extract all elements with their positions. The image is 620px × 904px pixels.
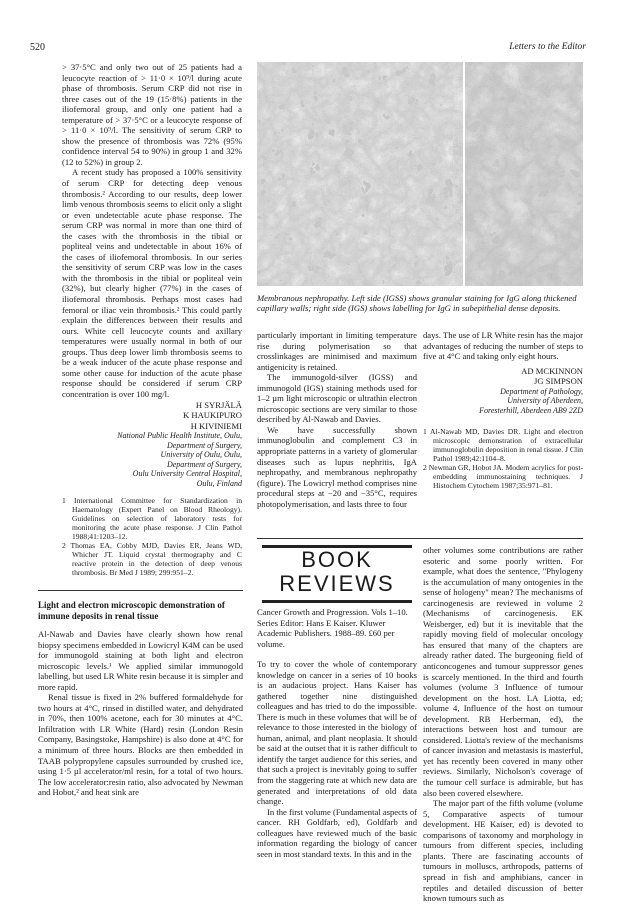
signatory: JG SIMPSON [534, 376, 583, 387]
letter2-signature [423, 366, 583, 416]
letter2-paragraph: days. The use of LR White resin has the major advantages of reducing the number of steps to five at 4°C and taking only eight hours. [423, 330, 583, 362]
review-paragraph: To try to cover the whole of contemporary knowledge on cancer in a series of 10 books is an audacious project. Hans Kaiser has gathered together nine distinguished colleagues and has tried to do the impossible. There is much in these volumes that will be of relevance to those interested in the biology of human, animal, and plant neoplasia. It should be said at the outset that it is rather difficult to identify the target audience for this series, and that such a project is inevitably going to suffer from the staggering rate at which new data are generated and interpretations of old data change. [257, 659, 417, 807]
affiliation-line: Oulu, Finland [196, 478, 242, 488]
letter1-paragraph: A recent study has proposed a 100% sensitivity of serum CRP for detecting deep venous thrombosis.² According to our results, deep lower limb venous thrombosis seems to elicit only a slight or even undetectable acute phase response. The serum CRP was normal in more than one third of the cases with the thrombosis in the tibial or popliteal veins and undetectable in about 16% of the cases of iliofemoral thrombosis. In our series the sensitivity of serum CRP was low in the cases with the thrombosis in the tibial or popliteal vein (32%), but clearly higher (77%) in the cases of iliofemoral thrombosis. Perhaps most cases had femoral or iliac vein thrombosis.² This could partly explain the differences between their results and ours. White cell leucocyte counts and axillary temperatures were usually normal in both of our groups. Thus deep lower limb thrombosis seems to be a weak inducer of the acute phase response and some other cause for induction of the acute phase response should be considered if serum CRP concentration is over 100 mg/l. [62, 167, 242, 399]
heading-line: REVIEWS [279, 571, 395, 596]
divider [257, 538, 583, 539]
letter2-paragraph: Al-Nawab and Davies have clearly shown how renal biopsy specimens embedded in Lowicryl K4M can be used for immunogold staining at both light and electron microscopic levels.¹ We applied similar immunogold labelling, but used LR White resin because it is simpler and more rapid. [38, 629, 243, 692]
affiliation-line: Foresterhill, Aberdeen AB9 2ZD [479, 405, 583, 415]
affiliation-line: University of Aberdeen, [507, 396, 583, 406]
letter2-paragraph: The immunogold-silver (IGSS) and immunogold (IGS) staining methods used for 1–2 µm light microscopic or ultrathin electron microscopic sections are very similar to those described by Al-Nawab and Davies. [257, 372, 417, 425]
letter1-signature [62, 400, 242, 489]
affiliation-line: Department of Pathology, [500, 386, 583, 396]
letter2-paragraph: Renal tissue is fixed in 2% buffered formaldehyde for two hours at 4°C, rinsed in distilled water, and dehydrated in 70%, then 100% acetone, each for 30 minutes at 4°C. Infiltration with LR White (Hard) resin (London Resin Company, Basingstoke, Hampshire) is also done at 4°C for a minimum of three hours. Blocks are then embedded in TAAB polypropylene capsules surrounded by crushed ice, using 1·5 µl accelerator/ml resin, for a total of two hours. The low accelerator:resin ratio, also advocated by Newman and Hobot,² and heat sink are [38, 692, 243, 798]
heading-line: BOOK [301, 547, 373, 572]
book-title: Cancer Growth and Progression. Vols 1–10. Series Editor: Hans E Kaiser. Kluwer Academic Publishers. 1988–89. £60 per volume. [257, 607, 408, 649]
signatory: K HAUKIPURO [183, 410, 242, 421]
letter1-paragraph: > 37·5°C and only two out of 25 patients had a leucocyte reaction of > 11·0 × 10⁹/l during acute phase of thrombosis. Serum CRP did not rise in three cases out of the 19 (15·8%) patients in the iliofemoral group, and only one patient had a temperature of > 37·5°C or a leucocyte response of > 11·0 × 10⁹/l. The sensitivity of serum CRP to show the presence of thrombosis was 72% (95% confidence interval 54 to 90%) in group 1 and 32% (12 to 52%) in group 2. [62, 62, 242, 167]
letter2-paragraph: We have successfully shown immunoglobulin and complement C3 in appropriate patterns in a variety of glomerular diseases such as lupus nephritis, IgA nephropathy, and membranous nephropathy (figure). The Lowicryl method comprises nine procedural steps at −20 and −35°C, requires photopolymerisation, and lasts three to four [257, 424, 417, 509]
affiliation-line: National Public Health Institute, Oulu, [117, 431, 242, 441]
letter1-references [62, 496, 242, 577]
signatory: AD MCKINNON [521, 365, 583, 376]
affiliation-line: Department of Surgery, [166, 440, 242, 450]
reference: 1 International Committee for Standardization in Haematology (Expert Panel on Blood Rheology). Guidelines on selection of laboratory tests for monitoring the acute phase response. J Clin Pathol 1988;41:1203–12. [62, 496, 242, 542]
review-paragraph: The major part of the fifth volume (volume 5, Comparative aspects of tumour development. HE Kaiser, ed) is devoted to comparisons of taxonomy and morphology in tumours from different species, including plants. There are fascinating accounts of tumours in molluscs, arthropods, patterns of spread in fish and amphibians, cancer in reptiles and detailed discussion of better known tumours such as [423, 798, 583, 904]
reference: 1 Al-Nawab MD, Davies DR. Light and electron microscopic demonstration of extracellular immunoglobulin deposition in renal tissue. J Clin Pathol 1989;42:1104–8. [423, 427, 583, 464]
signatory: H KIVINIEMI [190, 420, 242, 431]
letter2-paragraph: particularly important in limiting temperature rise during polymerisation so that crosslinkages are minimised and maximum antigenicity is retained. [257, 330, 417, 372]
review-paragraph: other volumes some contributions are rather esoteric and some poorly written. For example, what does the sentence, "Phylogeny is the accumulation of many ontogenies in the sense of hologeny" mean? The mechanisms of carcinogenesis are reviewed in volume 2 (Mechanisms of carcinogenesis. EK Weisberger, ed) but it is inevitable that the rapidly moving field of molecular oncology has ensured that many of the chapters are already rather dated. The burgeoning field of anticoncogenes and tumour suppressor genes is scarcely mentioned. In the third and fourth volumes (volume 3 Influence of tumour development on the host. LA Liotta, ed; volume 4, Influence of the host on tumour development. RB Herberman, ed), the interactions between host and tumour are considered. Liotta's review of the mechanisms of cancer invasion and metastasis is masterful, yet has recently been covered in many other reviews. Similarly, Nicholson's coverage of the tumour cell surface is admirable, but has also been covered elsewhere. [423, 545, 583, 798]
review-paragraph: In the first volume (Fundamental aspects of cancer. RH Goldfarb, ed), Goldfarb and colleagues have reviewed much of the basic information regarding the biology of cancer seen in most standard texts. In this and in the [257, 806, 417, 859]
letter2-column-3 [423, 330, 583, 490]
book-review-column-2 [257, 607, 417, 859]
page-number: 520 [30, 42, 45, 53]
letter1-column [62, 62, 242, 577]
section-header: Letters to the Editor [509, 42, 586, 52]
affiliation-line: University of Oulu, Oulu, [160, 450, 242, 460]
micrograph-image [257, 62, 583, 286]
reference: 2 Thomas EA, Cobby MJD, Davies ER, Jeans WD, Whicher JT. Liquid crystal thermography and C reactive protein in the detection of deep venous thrombosis. Br Med J 1989; 299:951–2. [62, 541, 242, 578]
affiliation-line: Department of Surgery, [166, 459, 242, 469]
signatory: H SYRJÄLÄ [195, 399, 242, 410]
book-reviews-heading [262, 545, 412, 603]
book-review-column-3 [423, 545, 583, 904]
micrograph-figure [257, 62, 583, 286]
letter2-title: Light and electron microscopic demonstration of immune deposits in renal tissue [38, 600, 225, 621]
figure-caption: Membranous nephropathy. Left side (IGSS) shows granular staining for IgG along thickened capillary walls; right side (IGS) shows labelling for IgG in subepithelial dense deposits. [257, 293, 577, 313]
affiliation-line: Oulu University Central Hospital, [132, 469, 242, 479]
reference: 2 Newman GR, Hobot JA. Modern acrylics for post-embedding immunostaining techniques. J Histochem Cytochem 1987;35:971–81. [423, 463, 583, 491]
letter2-column-1 [38, 600, 243, 798]
letter2-references [423, 427, 583, 490]
letter2-column-2 [257, 330, 417, 509]
divider [38, 590, 243, 591]
